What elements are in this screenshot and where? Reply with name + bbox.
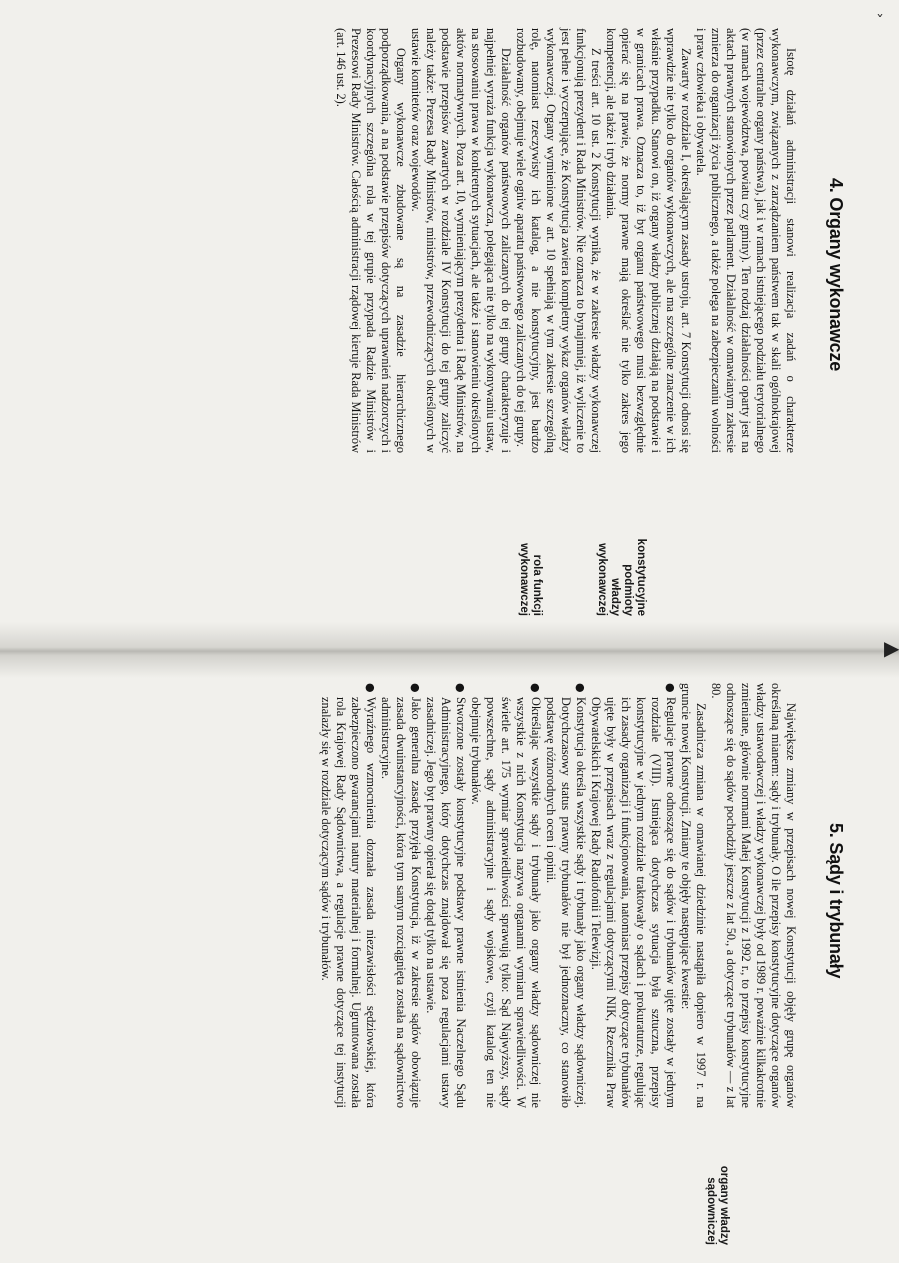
- paragraph: Działalność organów państwowych zaliczanych do tej grupy charakteryzuje i najpełniej wyraża funkcja wykonawcza, polegająca nie tylko na wykonywaniu ustaw, na stosowaniu prawa w konkretnych sytuacjach, ale także i stanowieniu określonych aktów normatywnych. Poza art. 10, wymieniającym prezydenta i Radę Ministrów, na podstawie przepisów zawartych w rozdziale IV Konstytucji do tej grupy zaliczyć należy także: Prezesa Rady Ministrów, ministrów, przewodniczących określonych w ustawie komitetów oraz wojewodów.: [409, 28, 513, 453]
- margin-note-line: sądowniczej: [705, 1177, 717, 1245]
- page-section-4: [18, 28, 880, 626]
- margin-note-line: wykonawczej: [518, 543, 530, 616]
- paragraph: Zawarty w rozdziale I, określającym zasady ustroju, art. 7 Konstytucji odnosi się wprawdzie nie tylko do organów wykonawczych, ale ma szczególne znaczenie w ich właśnie przypadku. Stanowi on, iż organy władzy publicznej działają na podstawie i w granicach prawa. Oznacza to, iż byt organu państwowego musi bezwzględnie opierać się na prawie, że normy prawne mają określać nie tylko zakres jego kompetencji, ale także i tryb działania.: [604, 28, 693, 453]
- fold-arrow-icon: ▶: [884, 636, 899, 660]
- margin-note-line: rola funkcji: [531, 554, 543, 616]
- margin-note-executive-role: [517, 498, 543, 616]
- margin-note-line: organy władzy: [718, 1165, 730, 1245]
- bullet-icon: ●: [574, 683, 587, 693]
- section-4-title: 4. Organy wykonawcze: [826, 178, 846, 372]
- bullet-icon: ●: [664, 683, 677, 693]
- list-item-text: Wyraźnego wzmocnienia doznała zasada niezawisłości sędziowskiej, która zabezpieczono gwarancjami natury materialnej i formalnej. Ugruntowana została rola Krajowej Rady Sądownictwa, a regulacje prawne dotyczące tej instytucji znalazły się w rozdziale dotyczącym sądów i trybunałów.: [319, 697, 378, 1108]
- list-item: [468, 683, 543, 1108]
- margin-note-line: władzy: [609, 578, 621, 616]
- paragraph: Istotę działań administracji stanowi realizacja zadań o charakterze wykonawczym, związanych z zarządzaniem państwem tak w skali ogólnokrajowej (przez centralne organy państwa), jak i w ramach istniejącego podziału terytorialnego (w ramach województwa, powiatu czy gminy). Ten rodzaj działalności oparty jest na aktach prawnych stanowionych przez parlament. Działalność w omawianym zakresie zmierza do organizacji życia publicznego, a także polega na zabezpieczaniu wolności i praw człowieka i obywatela.: [694, 28, 798, 453]
- page-fold-shadow: [0, 622, 899, 678]
- list-item: [318, 683, 378, 1108]
- section-5-title: 5. Sądy i trybunały: [826, 823, 846, 979]
- list-item-text: Stworzone zostały konstytucyjne podstawy prawne istnienia Naczelnego Sądu Administracyjnego, który dotychczas znajdował się poza regulacjami ustawy zasadniczej. Jego byt prawny opierał się dotąd tylko na ustawie.: [424, 697, 468, 1108]
- bullet-icon: ●: [409, 683, 422, 693]
- margin-note-line: podmioty: [622, 564, 634, 616]
- corner-mark: ˇ: [876, 12, 884, 31]
- changes-list: [318, 683, 678, 1108]
- paragraph: Zasadnicza zmiana w omawianej dziedzinie nastąpiła dopiero w 1997 r. na gruncie nowej Konstytucji. Zmiany te objęły następujące kwestie:: [679, 683, 708, 1108]
- list-item-text: Konstytucja określa wszystkie sądy i trybunały jako organy władzy sądowniczej. Dotychczasowy status prawny trybunałów nie był jednoznaczny, co stanowiło podstawę różnorodnych ocen i opinii.: [544, 697, 588, 1108]
- margin-note-judicial-organs: [704, 1127, 730, 1245]
- list-item-text: Regulacje prawne odnoszące się do sądów i trybunałów ujęte zostały w jednym rozdziale (VIII). Istniejąca dotychczas sytuacja była sztuczna, przepisy konstytucyjne w jednym rozdziale traktowały o sądach i prokuraturze, regulując ich zasady organizacji i funkcjonowania, natomiast przepisy dotyczące trybunałów ujęte były w przepisach wraz z regulacjami dotyczącymi NIK, Rzecznika Praw Obywatelskich i Krajowej Rady Radiofonii i Telewizji.: [589, 697, 678, 1108]
- bullet-icon: ●: [364, 683, 377, 693]
- margin-note-line: konstytucyjne: [635, 538, 647, 616]
- bullet-icon: ●: [529, 683, 542, 693]
- list-item: [378, 683, 423, 1108]
- paragraph: Organy wykonawcze zbudowane są na zasadzie hierarchicznego podporządkowania, a na podstawie przepisów dotyczących uprawnień nadzorczych i koordynacyjnych szczególna rola w tej grupie przypada Radzie Ministrów i Prezesowi Rady Ministrów. Całością administracji rządowej kieruje Rada Ministrów (art. 146 ust. 2).: [334, 28, 408, 453]
- list-item-text: Określając wszystkie sądy i trybunały jako organy władzy sądowniczej nie wszystkie z nich Konstytucja nazywa organami wymiaru sprawiedliwości. W świetle art. 175 wymiar sprawiedliwości sprawują tylko: Sąd Najwyższy, sądy powszechne, sądy administracyjne i sądy wojskowe, czyli katalog ten nie obejmuje trybunałów.: [469, 697, 543, 1108]
- list-item: [588, 683, 678, 1108]
- paragraph: Największe zmiany w przepisach nowej Konstytucji objęły grupę organów określaną mianem: sądy i trybunały. O ile przepisy konstytucyjne dotyczące organów władzy ustawodawczej i władzy wykonawczej były od 1989 r. poważnie kilkakrotnie zmieniane, głównie normami Małej Konstytucji z 1992 r., to przepisy konstytucyjne odnoszące się do sądów pochodziły jeszcze z lat 50., a dotyczące trybunałów — z lat 80.: [709, 683, 798, 1108]
- list-item-text: Jako generalna zasadę przyjęła Konstytucja, iż w zakresie sądów obowiązuje zasada dwuinstancyjności, która tym samym rozciągnięta została na sądownictwo administracyjne.: [379, 697, 423, 1108]
- section-4-body: [333, 28, 798, 453]
- list-item: [423, 683, 468, 1108]
- bullet-icon: ●: [454, 683, 467, 693]
- margin-note-line: wykonawczej: [596, 543, 608, 616]
- section-5-body: [318, 683, 798, 1108]
- margin-note-executive-subjects: [595, 498, 647, 616]
- list-item: [543, 683, 588, 1108]
- page-section-5: [18, 683, 880, 1248]
- paragraph: Z treści art. 10 ust. 2 Konstytucji wynika, że w zakresie władzy wykonawczej funkcjonują prezydent i Rada Ministrów. Nie oznacza to bynajmniej, iż wyliczenie to jest pełne i wyczerpujące, że Konstytucja zawiera kompletny wykaz organów władzy wykonawczej. Organy wymienione w art. 10 spełniają w tym zakresie szczególną rolę, natomiast rzeczywisty ich katalog, a nie konstytucyjny, jest bardzo rozbudowany, obejmuje wiele ogniw aparatu państwowego zaliczanych do tej grupy.: [514, 28, 603, 453]
